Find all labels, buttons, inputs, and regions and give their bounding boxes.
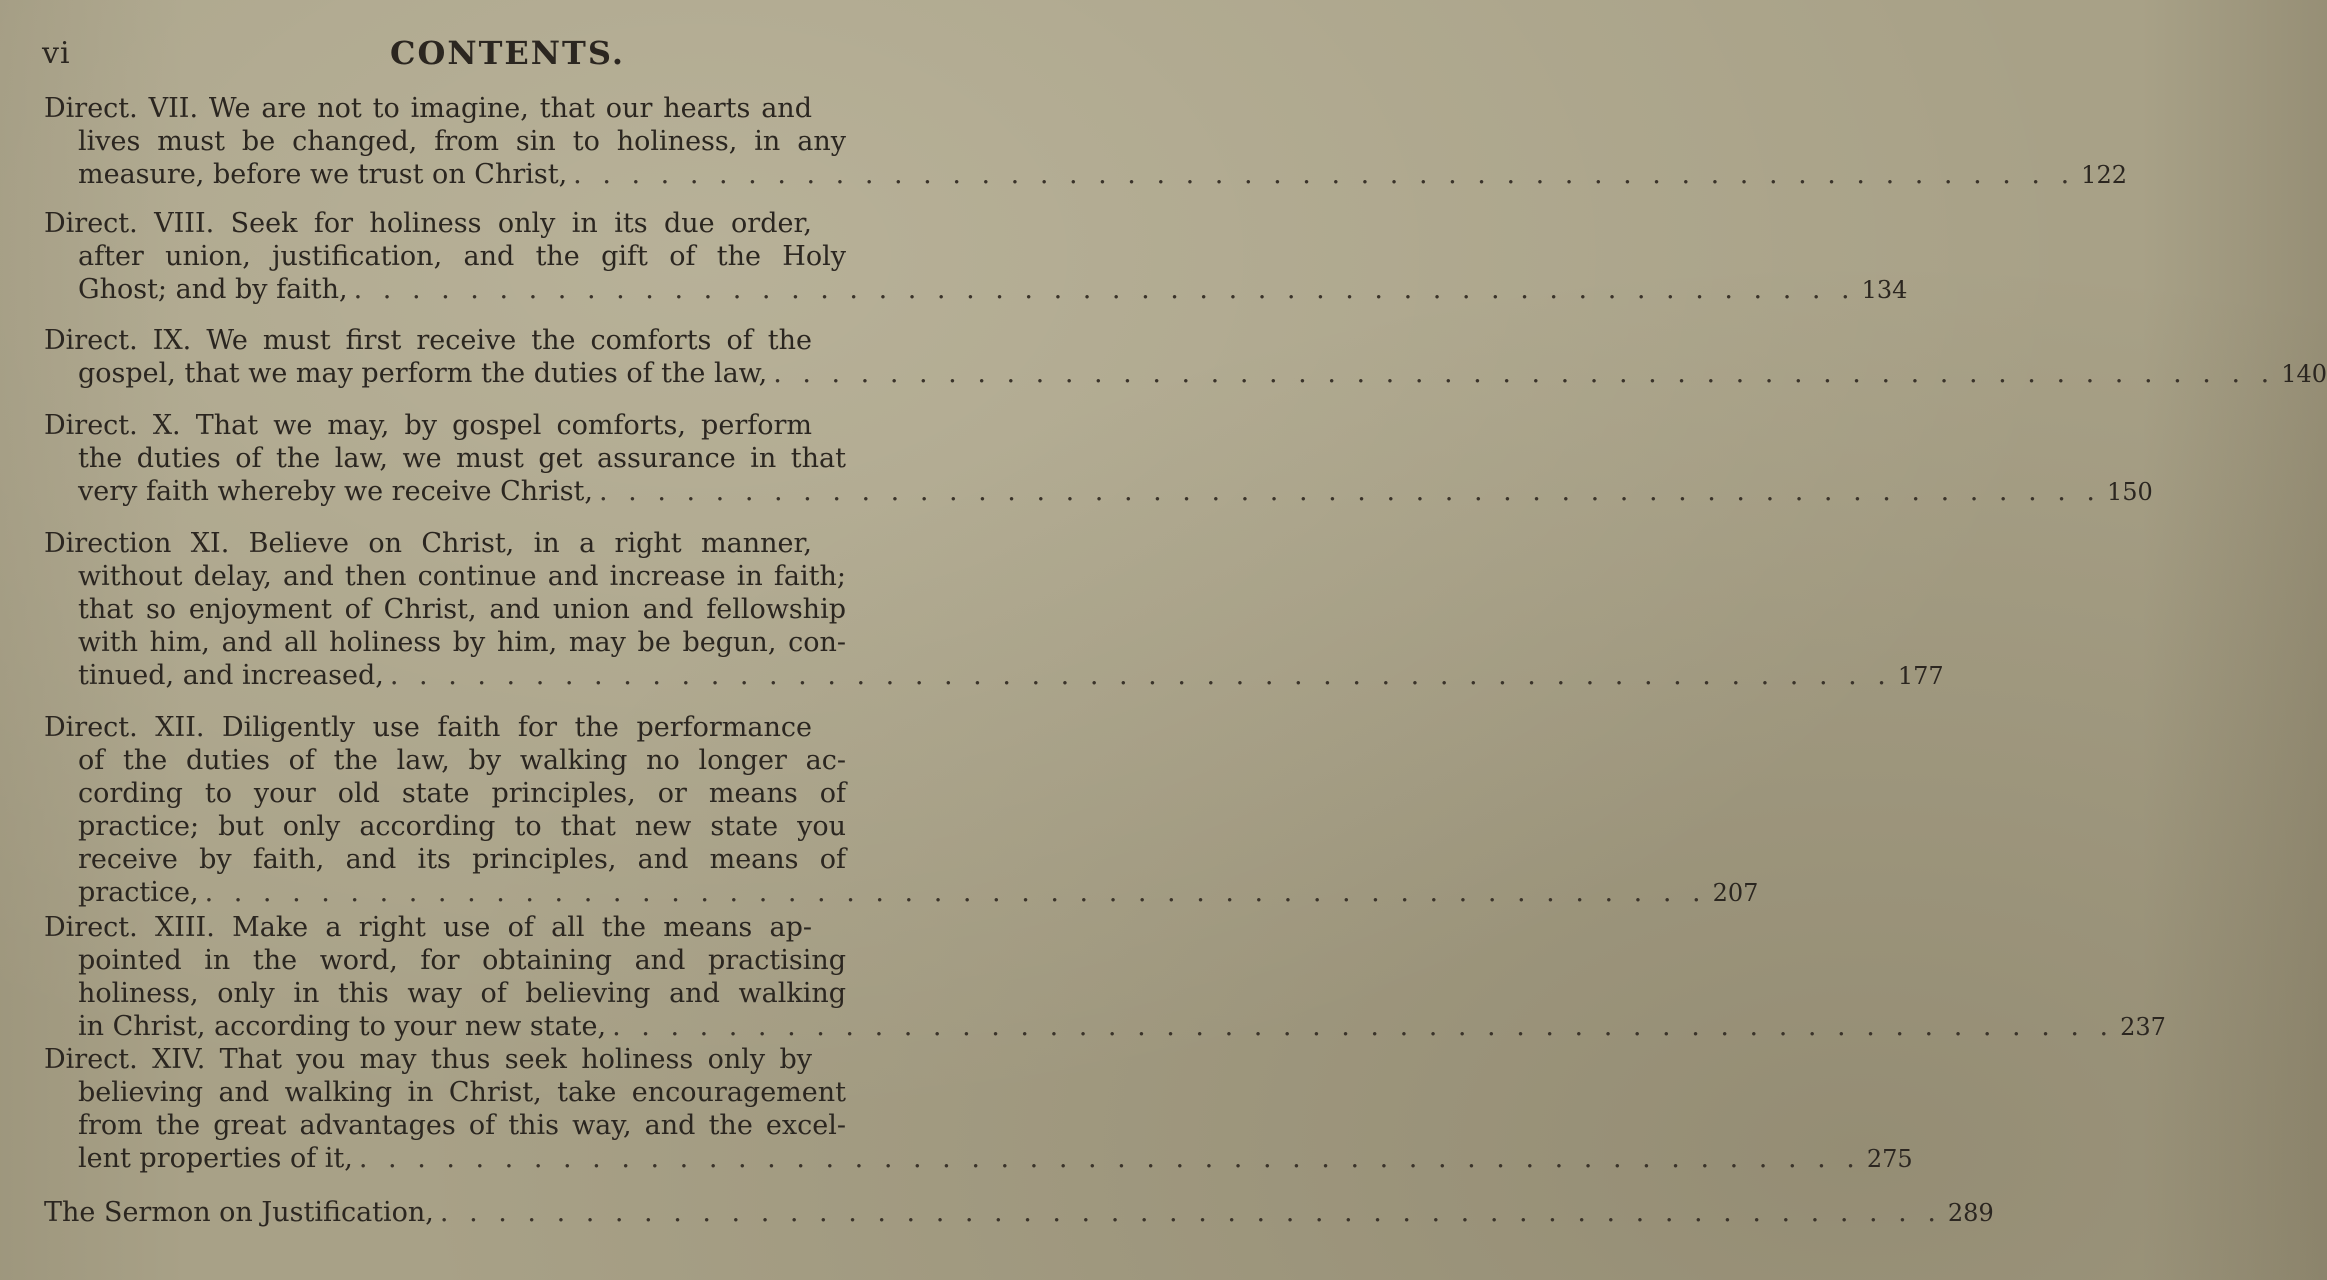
toc-entry-line: with him, and all holiness by him, may be begun, con- [78, 627, 846, 658]
dot-leader [440, 1196, 1942, 1229]
toc-entry-line: cording to your old state principles, or means of [78, 778, 846, 809]
toc-entry-line: Direct. XIV. That you may thus seek holiness only by [44, 1044, 812, 1075]
toc-entry-line: gospel, that we may perform the duties of the law, [78, 358, 768, 389]
toc-entry-line: measure, before we trust on Christ, [78, 159, 568, 190]
toc-entry-line: that so enjoyment of Christ, and union and fellowship [78, 594, 846, 625]
toc-entry-line: Direction XI. Believe on Christ, in a right manner, [44, 528, 812, 559]
toc-entry-line: Direct. XII. Diligently use faith for the performance [44, 712, 812, 743]
toc-entry-line: Direct. XIII. Make a right use of all the means ap- [44, 912, 812, 943]
page-title: CONTENTS. [390, 34, 625, 72]
toc-entry-direct-xiii [44, 911, 2166, 1043]
toc-entry-line: Direct. IX. We must first receive the comforts of the [44, 325, 812, 356]
toc-entry-last-line [44, 1142, 1913, 1175]
toc-entry-direct-ix [44, 324, 2327, 390]
toc-page-number: 150 [2107, 478, 2153, 506]
toc-entry-direct-x [44, 409, 2153, 508]
toc-page-number: 289 [1947, 1199, 1994, 1227]
toc-entry-direct-xii [44, 711, 1759, 909]
toc-entry-line: lives must be changed, from sin to holiness, in any [78, 126, 846, 157]
toc-page-number: 134 [1861, 276, 1908, 304]
dot-leader [354, 273, 1856, 306]
toc-entry-line: tinued, and increased, [78, 660, 384, 691]
toc-entry-line: from the great advantages of this way, and the excel- [78, 1110, 846, 1141]
toc-entry-line: practice; but only according to that new state you [78, 811, 846, 842]
running-head [42, 30, 862, 76]
toc-entry-direct-viii [44, 207, 1908, 306]
toc-entry-last-line [44, 1010, 2166, 1043]
toc-entry-line: pointed in the word, for obtaining and practising [78, 945, 846, 976]
toc-entry-last-line [44, 1196, 1994, 1229]
toc-entry-direct-xiv [44, 1043, 1913, 1175]
toc-entry-last-line [44, 876, 1759, 909]
toc-entry-line: Direct. VIII. Seek for holiness only in its due order, [44, 208, 812, 239]
toc-entry-line: practice, [78, 877, 199, 908]
toc-entry-last-line [44, 475, 2153, 508]
toc-entry-last-line [44, 158, 2127, 191]
toc-entry-line: Direct. VII. We are not to imagine, that our hearts and [44, 93, 812, 124]
toc-entry-line: in Christ, according to your new state, [78, 1011, 607, 1042]
toc-page-number: 177 [1897, 662, 1944, 690]
toc-entry-line: of the duties of the law, by walking no longer ac- [78, 745, 846, 776]
toc-page-number: 207 [1712, 879, 1759, 907]
dot-leader [205, 876, 1707, 909]
dot-leader [573, 158, 2075, 191]
toc-page-number: 275 [1866, 1145, 1913, 1173]
toc-entry-direct-vii [44, 92, 2127, 191]
toc-entry-last-line [44, 659, 1944, 692]
toc-entry-line: holiness, only in this way of believing and walking [78, 978, 846, 1009]
toc-entry-sermon-justification [44, 1196, 1994, 1229]
toc-entry-line: Ghost; and by faith, [78, 274, 348, 305]
toc-entry-line: after union, justification, and the gift of the Holy [78, 241, 846, 272]
dot-leader [359, 1142, 1861, 1175]
toc-entry-line: very faith whereby we receive Christ, [78, 476, 593, 507]
toc-page-number: 237 [2120, 1013, 2166, 1041]
toc-entry-line: lent properties of it, [78, 1143, 353, 1174]
toc-entry-line: the duties of the law, we must get assurance in that [78, 443, 846, 474]
toc-entry-line: receive by faith, and its principles, and means of [78, 844, 846, 875]
toc-entry-last-line [44, 273, 1908, 306]
dot-leader [773, 357, 2275, 390]
toc-entry-line: believing and walking in Christ, take encouragement [78, 1077, 846, 1108]
page-folio: vi [42, 36, 71, 71]
toc-entry-direction-xi [44, 527, 1944, 692]
toc-page-number: 122 [2081, 161, 2127, 189]
toc-entry-line: Direct. X. That we may, by gospel comforts, perform [44, 410, 812, 441]
dot-leader [390, 659, 1892, 692]
toc-entry-line: The Sermon on Justification, [44, 1197, 434, 1228]
toc-entry-last-line [44, 357, 2327, 390]
toc-page-number: 140 [2281, 360, 2327, 388]
dot-leader [612, 1010, 2114, 1043]
toc-entry-line: without delay, and then continue and increase in faith; [78, 561, 846, 592]
dot-leader [599, 475, 2101, 508]
